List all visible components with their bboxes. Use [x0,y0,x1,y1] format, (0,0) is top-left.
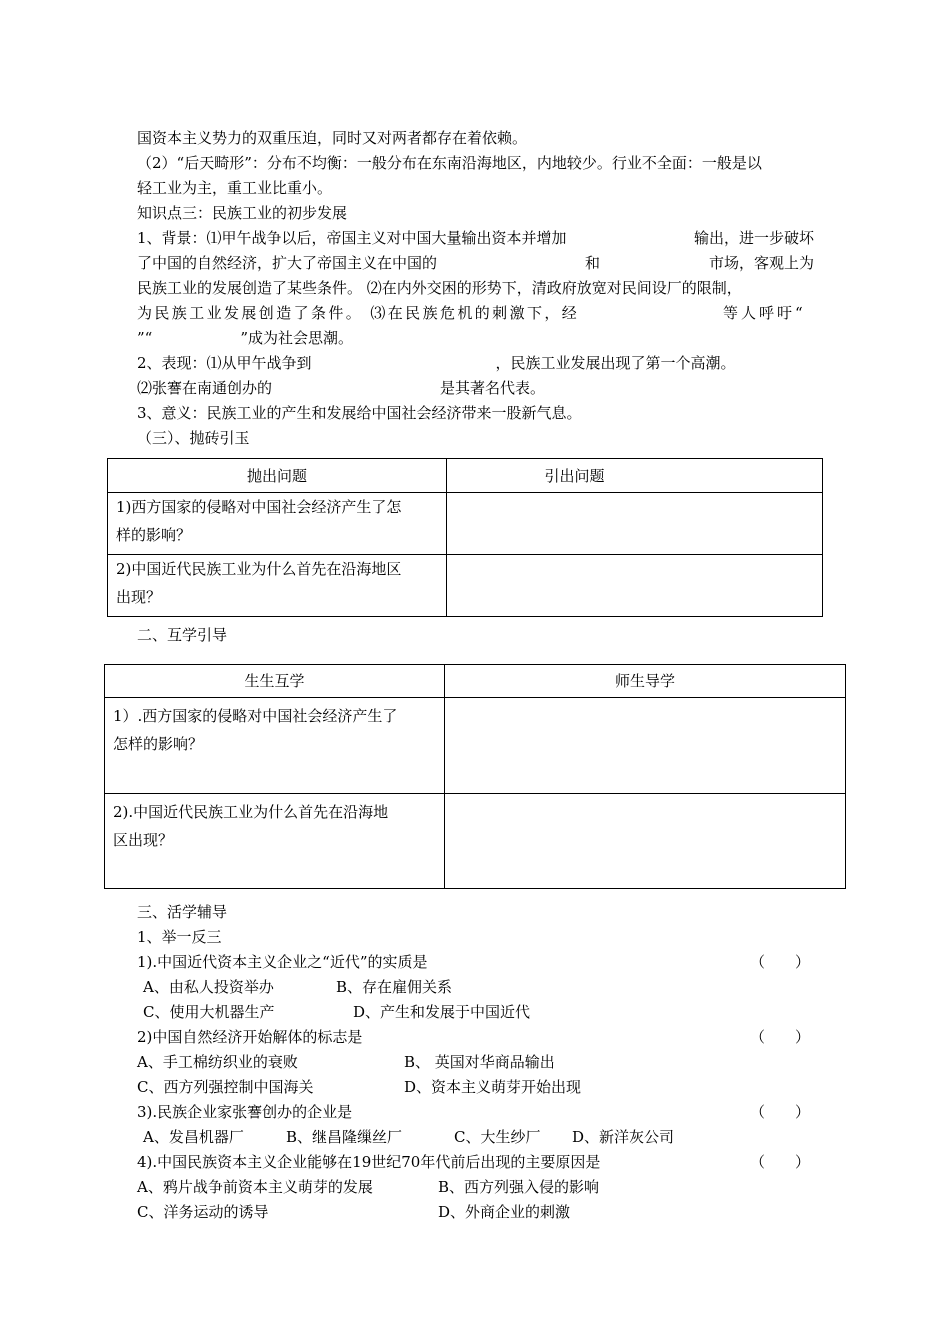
option-a[interactable]: A、发昌机器厂 [143,1128,244,1146]
background-line-5-text-a: ”“ [137,329,153,347]
performance-line-1 [137,354,736,372]
table-row [105,794,846,889]
question-line: 1）.西方国家的侵略对中国社会经济产生了 [113,707,398,725]
question-line: 2)中国近代民族工业为什么首先在沿海地区 [116,560,402,578]
section-mutual-learning-heading: 二、互学引导 [137,626,228,644]
subsection-examples-heading: 1、举一反三 [137,928,222,946]
option-d[interactable]: D、外商企业的刺激 [438,1203,571,1221]
question-line: 1)西方国家的侵略对中国社会经济产生了怎 [116,498,402,516]
paragraph-postnatal-deformity-cont: 轻工业为主，重工业比重小。 [137,179,333,197]
question-stem: 4).中国民族资本主义企业能够在19世纪70年代前后出现的主要原因是 [137,1153,601,1171]
answer-bracket[interactable]: （ ） [750,1103,811,1121]
answer-cell[interactable] [445,698,846,794]
performance-line-2-text-a: ⑵张謇在南通创办的 [137,379,273,397]
performance-line-2 [137,379,545,397]
paragraph-postnatal-deformity: （2）“后天畸形”：分布不均衡：一般分布在东南沿海地区，内地较少。行业不全面：一般是以 [137,154,762,172]
background-line-4-text-b: 等人呼吁“ [723,304,806,322]
table-row [108,493,823,555]
option-b[interactable]: B、 英国对华商品输出 [404,1053,555,1071]
background-line-1-text-b: 输出，进一步破坏 [693,229,814,247]
option-d[interactable]: D、资本主义萌芽开始出现 [404,1078,582,1096]
question-line: 2).中国近代民族工业为什么首先在沿海地 [113,803,389,821]
table-header-questions-raised: 引出问题 [447,459,823,493]
mutual-learning-table [104,664,846,889]
section-active-learning-heading: 三、活学辅导 [137,903,228,921]
option-c[interactable]: C、洋务运动的诱导 [137,1203,269,1221]
paragraph-continuation: 国资本主义势力的双重压迫，同时又对两者都存在着依赖。 [137,129,528,147]
performance-line-1-text-b: ，民族工业发展出现了第一个高潮。 [495,354,736,372]
question-line: 出现？ [116,588,162,606]
question-line: 区出现？ [113,831,174,849]
background-line-2-text-b: 和 [585,254,601,272]
option-c[interactable]: C、使用大机器生产 [143,1003,275,1021]
background-line-2 [137,254,814,272]
background-line-2-text-a: 了中国的自然经济，扩大了帝国主义在中国的 [137,254,438,272]
answer-cell[interactable] [447,555,823,617]
section-throw-brick-heading: （三）、抛砖引玉 [137,429,250,447]
table-cell-question [105,698,445,794]
answer-cell[interactable] [447,493,823,555]
significance-line: 3、意义：民族工业的产生和发展给中国社会经济带来一股新气息。 [137,404,582,422]
answer-cell[interactable] [445,794,846,889]
option-b[interactable]: B、存在雇佣关系 [336,978,453,996]
table-cell-question [108,493,447,555]
question-line: 怎样的影响？ [113,735,204,753]
option-a[interactable]: A、鸦片战争前资本主义萌芽的发展 [137,1178,373,1196]
background-line-3: 民族工业的发展创造了某些条件。 ⑵在内外交困的形势下，清政府放宽对民间设厂的限制， [137,279,742,297]
background-line-1-text-a: 1、背景：⑴甲午战争以后，帝国主义对中国大量输出资本并增加 [137,229,567,247]
option-c[interactable]: C、西方列强控制中国海关 [137,1078,314,1096]
answer-bracket[interactable]: （ ） [750,1153,811,1171]
option-d[interactable]: D、产生和发展于中国近代 [353,1003,531,1021]
background-line-4-text-a: 为民族工业发展创造了条件。 ⑶在民族危机的刺激下，经 [137,304,580,322]
question-line: 样的影响？ [116,526,192,544]
throw-brick-table [107,458,823,617]
background-line-5 [137,329,353,347]
answer-bracket[interactable]: （ ） [750,1028,811,1046]
table-header-questions-thrown: 抛出问题 [108,459,447,493]
option-c[interactable]: C、大生纱厂 [454,1128,541,1146]
option-b[interactable]: B、继昌隆缫丝厂 [286,1128,403,1146]
background-line-2-text-c: 市场，客观上为 [708,254,814,272]
performance-line-1-text-a: 2、表现：⑴从甲午战争到 [137,354,312,372]
table-header-student-mutual: 生生互学 [105,665,445,698]
background-line-5-text-b: ”成为社会思潮。 [240,329,354,347]
background-line-4 [137,304,814,322]
question-stem: 2)中国自然经济开始解体的标志是 [137,1028,363,1046]
option-d[interactable]: D、新洋灰公司 [572,1128,675,1146]
option-a[interactable]: A、手工棉纺织业的衰败 [137,1053,298,1071]
performance-line-2-text-b: 是其著名代表。 [440,379,546,397]
table-cell-question [105,794,445,889]
question-stem: 1).中国近代资本主义企业之“近代”的实质是 [137,953,428,971]
table-header-teacher-guide: 师生导学 [445,665,846,698]
option-b[interactable]: B、西方列强入侵的影响 [438,1178,600,1196]
table-cell-question [108,555,447,617]
option-a[interactable]: A、由私人投资举办 [143,978,274,996]
answer-bracket[interactable]: （ ） [750,953,811,971]
question-stem: 3).民族企业家张謇创办的企业是 [137,1103,353,1121]
table-row [105,698,846,794]
background-line-1 [137,229,814,247]
knowledge-point-3-heading: 知识点三：民族工业的初步发展 [137,204,348,222]
table-row [108,555,823,617]
